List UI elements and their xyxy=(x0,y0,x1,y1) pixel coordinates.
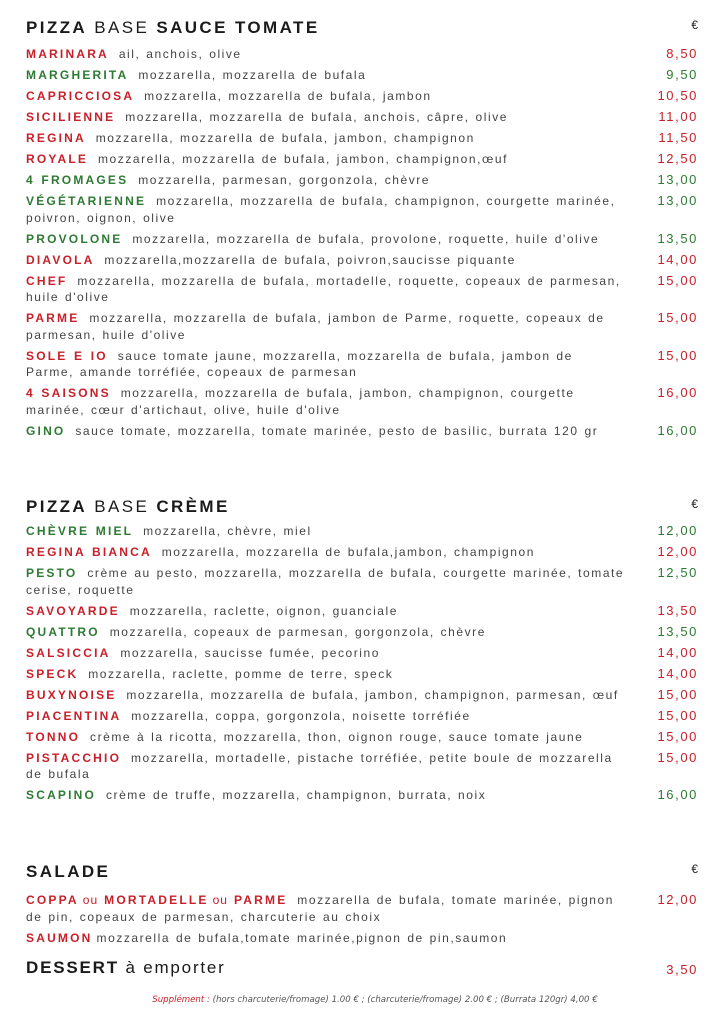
item-name: TONNO xyxy=(26,729,81,744)
item-name: SPECK xyxy=(26,666,79,681)
item-description xyxy=(26,252,626,269)
section-header xyxy=(0,18,724,46)
currency-label: € xyxy=(691,497,698,511)
item-price: 15,00 xyxy=(657,686,698,702)
item-list xyxy=(0,523,724,804)
item-ingredients: mozzarella, saucisse fumée, pecorino xyxy=(120,645,380,660)
item-name: PROVOLONE xyxy=(26,231,123,246)
item-ingredients: mozzarella, mozzarella de bufala, jambon xyxy=(144,89,432,103)
item-ingredients: mozzarella, mozzarella de bufala, anchois, câpre, olive xyxy=(125,110,508,124)
section-pizza-sauce-tomate xyxy=(0,18,724,444)
item-price: 12,50 xyxy=(657,151,698,166)
item-name: SOLE E IO xyxy=(26,348,108,363)
item-ingredients: mozzarella, coppa, gorgonzola, noisette torréfiée xyxy=(131,708,471,723)
menu-item xyxy=(26,687,698,704)
item-price: 15,00 xyxy=(657,707,698,723)
item-price: 10,50 xyxy=(657,88,698,103)
item-description xyxy=(26,231,626,248)
item-price: 8,50 xyxy=(666,46,698,61)
item-name: REGINA BIANCA xyxy=(26,545,152,559)
item-description xyxy=(26,88,626,105)
item-name: PARME xyxy=(26,311,80,325)
item-price: 16,00 xyxy=(657,385,698,400)
item-name: PESTO xyxy=(26,566,78,580)
menu-item xyxy=(26,172,698,189)
item-ingredients: ail, anchois, olive xyxy=(118,47,242,61)
item-name: MARINARA xyxy=(26,47,109,61)
currency-label: € xyxy=(691,862,698,876)
item-description xyxy=(26,708,626,725)
item-ingredients: sauce tomate jaune, mozzarella, mozzarella de bufala, jambon de Parme, amande torréfiée, copeaux de parmesan xyxy=(26,348,573,379)
menu-item xyxy=(26,645,698,662)
item-description xyxy=(26,687,626,704)
item-description xyxy=(26,109,626,126)
menu-item xyxy=(26,252,698,269)
menu-item xyxy=(26,310,698,343)
item-name: BUXYNOISE xyxy=(26,687,117,702)
item-ingredients: mozzarella, mozzarella de bufala, mortadelle, roquette, copeaux de parmesan, huile d'olive xyxy=(26,273,621,304)
item-ingredients: crème de truffe, mozzarella, champignon, burrata, noix xyxy=(105,788,487,802)
item-name: SICILIENNE xyxy=(26,110,116,124)
menu-item xyxy=(26,523,698,540)
item-description xyxy=(26,523,626,540)
menu-item xyxy=(26,423,698,440)
dessert-price: 3,50 xyxy=(666,962,698,977)
currency-label: € xyxy=(691,18,698,32)
menu-item xyxy=(26,385,698,418)
menu-item xyxy=(26,750,698,783)
item-description xyxy=(26,348,626,381)
item-description xyxy=(26,151,626,168)
item-price: 11,50 xyxy=(658,130,698,145)
item-name: SALSICCIA xyxy=(26,645,111,660)
item-price: 15,00 xyxy=(657,310,698,325)
item-description xyxy=(26,565,626,598)
section-title: PIZZA BASE SAUCE TOMATE xyxy=(26,18,320,37)
item-name: CHÈVRE MIEL xyxy=(26,524,134,538)
menu-item xyxy=(26,603,698,620)
item-ingredients: mozzarella,mozzarella de bufala, poivron,saucisse piquante xyxy=(104,252,516,267)
item-price: 14,00 xyxy=(657,665,698,681)
item-ingredients: mozzarella, mozzarella de bufala, champignon, courgette marinée, poivron, oignon, olive xyxy=(26,194,616,225)
item-description xyxy=(26,624,626,641)
item-price: 12,50 xyxy=(657,565,698,580)
item-name: DIAVOLA xyxy=(26,252,95,267)
menu-item xyxy=(26,88,698,105)
item-name: PIACENTINA xyxy=(26,708,122,723)
item-ingredients: mozzarella, raclette, oignon, guanciale xyxy=(129,603,398,618)
item-ingredients: mozzarella, mozzarella de bufala, jambon, champignon,œuf xyxy=(98,152,508,166)
item-name: MARGHERITA xyxy=(26,68,129,82)
item-price: 13,00 xyxy=(657,172,698,187)
item-description xyxy=(26,273,626,306)
item-price: 15,00 xyxy=(657,272,698,288)
menu-item xyxy=(26,231,698,248)
menu-item xyxy=(26,193,698,226)
item-ingredients: mozzarella, mozzarella de bufala, jambon, champignon, parmesan, œuf xyxy=(126,687,619,702)
item-ingredients: crème au pesto, mozzarella, mozzarella de bufala, courgette marinée, tomate cerise, roquette xyxy=(26,566,625,597)
item-price: 9,50 xyxy=(666,67,698,82)
item-price: 13,00 xyxy=(657,193,698,208)
item-description xyxy=(26,544,626,561)
item-price: 15,00 xyxy=(657,347,698,363)
menu-item-saumon xyxy=(26,930,698,947)
item-ingredients: mozzarella, mozzarella de bufala xyxy=(138,68,367,82)
item-ingredients: mozzarella, mozzarella de bufala, jambon, champignon, courgette marinée, cœur d'artichaut, olive, huile d'olive xyxy=(26,386,575,417)
item-price: 15,00 xyxy=(657,749,698,765)
menu-item xyxy=(26,46,698,63)
menu-item xyxy=(26,565,698,598)
item-ingredients: mozzarella, mozzarella de bufala, jambon, champignon xyxy=(95,131,475,145)
item-ingredients: sauce tomate, mozzarella, tomate marinée, pesto de basilic, burrata 120 gr xyxy=(75,423,599,438)
item-name: CHEF xyxy=(26,273,68,288)
item-price: 15,00 xyxy=(657,728,698,744)
item-description xyxy=(26,750,626,783)
item-ingredients: crème à la ricotta, mozzarella, thon, oignon rouge, sauce tomate jaune xyxy=(90,729,584,744)
section-salade xyxy=(0,862,724,947)
menu-item xyxy=(26,151,698,168)
menu-item xyxy=(26,130,698,147)
menu-item xyxy=(26,67,698,84)
item-description xyxy=(26,645,626,662)
section-title: PIZZA BASE CRÈME xyxy=(26,497,230,516)
item-price: 16,00 xyxy=(657,787,698,802)
item-price: 12,00 xyxy=(657,523,698,538)
section-title: SALADE xyxy=(26,862,111,881)
menu-item xyxy=(26,787,698,804)
item-description xyxy=(26,193,626,226)
item-name: VÉGÉTARIENNE xyxy=(26,194,147,208)
item-price: 11,00 xyxy=(658,109,698,124)
item-name: 4 FROMAGES xyxy=(26,173,129,187)
item-name: REGINA xyxy=(26,131,86,145)
item-name: ROYALE xyxy=(26,152,89,166)
item-description xyxy=(26,423,626,440)
item-price: 13,50 xyxy=(657,602,698,618)
menu-item xyxy=(26,273,698,306)
item-description xyxy=(26,603,626,620)
menu-item xyxy=(26,109,698,126)
item-price: 13,50 xyxy=(657,230,698,246)
item-name: 4 SAISONS xyxy=(26,386,111,400)
section-pizza-base-creme xyxy=(0,497,724,808)
item-name: GINO xyxy=(26,423,66,438)
menu-item xyxy=(26,708,698,725)
item-ingredients: mozzarella, mozzarella de bufala,jambon, champignon xyxy=(161,545,535,559)
dessert-title: DESSERT à emporter xyxy=(26,958,226,977)
item-name: SCAPINO xyxy=(26,788,97,802)
menu-item-coppa-mortadelle-parme xyxy=(26,892,698,925)
menu-item xyxy=(26,544,698,561)
item-ingredients: mozzarella, raclette, pomme de terre, speck xyxy=(88,666,394,681)
item-ingredients: mozzarella, chèvre, miel xyxy=(143,524,312,538)
item-ingredients: mozzarella, mozzarella de bufala, jambon de Parme, roquette, copeaux de parmesan, huile d'olive xyxy=(26,311,605,342)
item-price: 12,00 xyxy=(657,544,698,559)
item-description: SAUMON mozzarella de bufala,tomate marinée,pignon de pin,saumon xyxy=(26,931,508,945)
item-description xyxy=(26,787,626,804)
item-price: 16,00 xyxy=(657,422,698,438)
menu-item xyxy=(26,729,698,746)
item-ingredients: mozzarella, copeaux de parmesan, gorgonzola, chèvre xyxy=(109,624,486,639)
item-description xyxy=(26,666,626,683)
item-name: CAPRICCIOSA xyxy=(26,89,135,103)
menu-item xyxy=(26,624,698,641)
item-price: 12,00 xyxy=(657,892,698,907)
item-name: SAVOYARDE xyxy=(26,603,120,618)
item-list xyxy=(0,46,724,439)
item-description xyxy=(26,310,626,343)
section-header xyxy=(0,862,724,892)
item-description xyxy=(26,67,626,84)
item-description xyxy=(26,729,626,746)
item-description xyxy=(26,46,626,63)
section-header xyxy=(0,497,724,523)
item-name: PISTACCHIO xyxy=(26,750,122,765)
item-description xyxy=(26,385,626,418)
item-ingredients: mozzarella, parmesan, gorgonzola, chèvre xyxy=(138,173,431,187)
menu-item xyxy=(26,666,698,683)
item-description xyxy=(26,172,626,189)
item-description xyxy=(26,130,626,147)
item-description: COPPA ou MORTADELLE ou PARME mozzarella de bufala, tomate marinée, pignon de pin, copeaux de parmesan, charcuterie au choix xyxy=(26,893,614,924)
item-name: QUATTRO xyxy=(26,624,100,639)
supplement-note: Supplément : (hors charcuterie/fromage) 1.00 € ; (charcuterie/fromage) 2.00 € ; (Burrata 120gr) 4,00 € xyxy=(152,995,598,1005)
item-price: 14,00 xyxy=(657,644,698,660)
item-price: 14,00 xyxy=(657,251,698,267)
item-price: 13,50 xyxy=(657,623,698,639)
item-ingredients: mozzarella, mozzarella de bufala, provolone, roquette, huile d'olive xyxy=(132,231,600,246)
menu-item xyxy=(26,348,698,381)
item-ingredients: mozzarella, mortadelle, pistache torréfiée, petite boule de mozzarella de bufala xyxy=(26,750,613,781)
